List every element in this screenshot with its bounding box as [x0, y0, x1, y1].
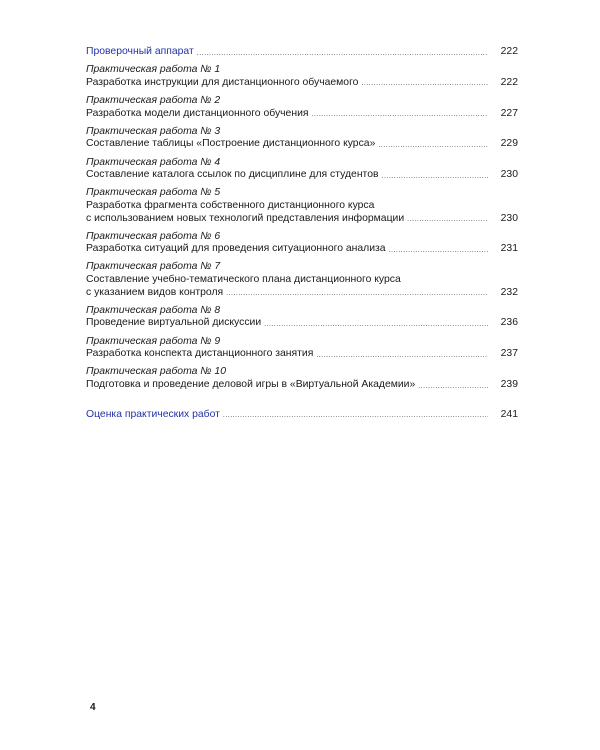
toc-page-number: 229	[500, 138, 518, 150]
toc-section-verification[interactable]	[86, 46, 518, 59]
toc-entry-title: Разработка конспекта дистанционного занятия	[86, 348, 314, 360]
toc-entry-title: Разработка ситуаций для проведения ситуационного анализа	[86, 243, 386, 255]
toc-page-number: 230	[500, 169, 518, 181]
toc-page-number: 230	[500, 212, 518, 224]
toc-page-number: 239	[500, 379, 518, 390]
toc-entry-title: Разработка модели дистанционного обучения	[86, 107, 309, 119]
dot-leader	[197, 50, 488, 57]
toc-page-number: 231	[500, 243, 518, 255]
toc-section-label: Оценка практических работ	[86, 408, 220, 420]
toc-entry-work-7[interactable]	[86, 261, 518, 299]
toc-entry-title-line: Составление учебно-тематического плана дистанционного курса	[86, 274, 401, 286]
toc-page-number: 236	[500, 317, 518, 329]
dot-leader	[378, 142, 488, 149]
dot-leader	[312, 111, 488, 118]
dot-leader	[316, 352, 488, 359]
toc-entry-work-2[interactable]	[86, 95, 518, 120]
toc-entry-work-9[interactable]	[86, 336, 518, 361]
dot-leader	[407, 216, 488, 223]
toc-entry-work-1[interactable]	[86, 64, 518, 89]
page-number: 4	[90, 702, 96, 713]
toc-entry-title: с использованием новых технологий представления информации	[86, 212, 405, 224]
toc-entry-title: с указанием видов контроля	[86, 286, 224, 298]
toc-entry-title: Составление таблицы «Построение дистанционного курса»	[86, 138, 376, 150]
dot-leader	[264, 321, 488, 328]
toc-entry-heading: Практическая работа № 1	[86, 64, 221, 76]
toc-entry-heading: Практическая работа № 6	[86, 230, 221, 242]
toc-page-number: 222	[500, 46, 518, 57]
toc-entry-work-4[interactable]	[86, 157, 518, 182]
toc-page-number: 241	[500, 408, 518, 420]
dot-leader	[418, 383, 488, 390]
toc-entry-heading: Практическая работа № 10	[86, 366, 226, 378]
toc-page-number: 222	[500, 76, 518, 88]
toc-entry-work-6[interactable]	[86, 231, 518, 256]
dot-leader	[389, 247, 488, 254]
toc-entry-heading: Практическая работа № 2	[86, 94, 221, 106]
toc-entry-heading: Практическая работа № 3	[86, 125, 221, 137]
dot-leader	[226, 290, 488, 297]
toc-entry-title: Составление каталога ссылок по дисциплине для студентов	[86, 169, 379, 181]
toc-page-number: 227	[500, 107, 518, 119]
toc-entry-title: Проведение виртуальной дискуссии	[86, 317, 262, 329]
toc-page-number: 237	[500, 348, 518, 360]
toc-entry-work-10[interactable]	[86, 366, 518, 391]
toc-entry-heading: Практическая работа № 8	[86, 304, 221, 316]
toc-entry-heading: Практическая работа № 4	[86, 156, 221, 168]
toc-section-label: Проверочный аппарат	[86, 46, 194, 57]
table-of-contents	[86, 46, 518, 421]
toc-entry-title: Разработка инструкции для дистанционного обучаемого	[86, 76, 359, 88]
toc-entry-heading: Практическая работа № 9	[86, 335, 221, 347]
dot-leader	[361, 80, 488, 87]
dot-leader	[382, 173, 489, 180]
toc-entry-work-3[interactable]	[86, 126, 518, 151]
toc-page-number: 232	[500, 286, 518, 298]
toc-section-evaluation[interactable]	[86, 409, 518, 422]
toc-entry-work-8[interactable]	[86, 305, 518, 330]
toc-entry-title: Подготовка и проведение деловой игры в «Виртуальной Академии»	[86, 379, 416, 390]
toc-entry-title-line: Разработка фрагмента собственного дистанционного курса	[86, 199, 375, 211]
toc-entry-heading: Практическая работа № 5	[86, 187, 221, 199]
toc-entry-work-5[interactable]	[86, 187, 518, 225]
toc-entry-heading: Практическая работа № 7	[86, 261, 221, 273]
dot-leader	[223, 412, 488, 419]
